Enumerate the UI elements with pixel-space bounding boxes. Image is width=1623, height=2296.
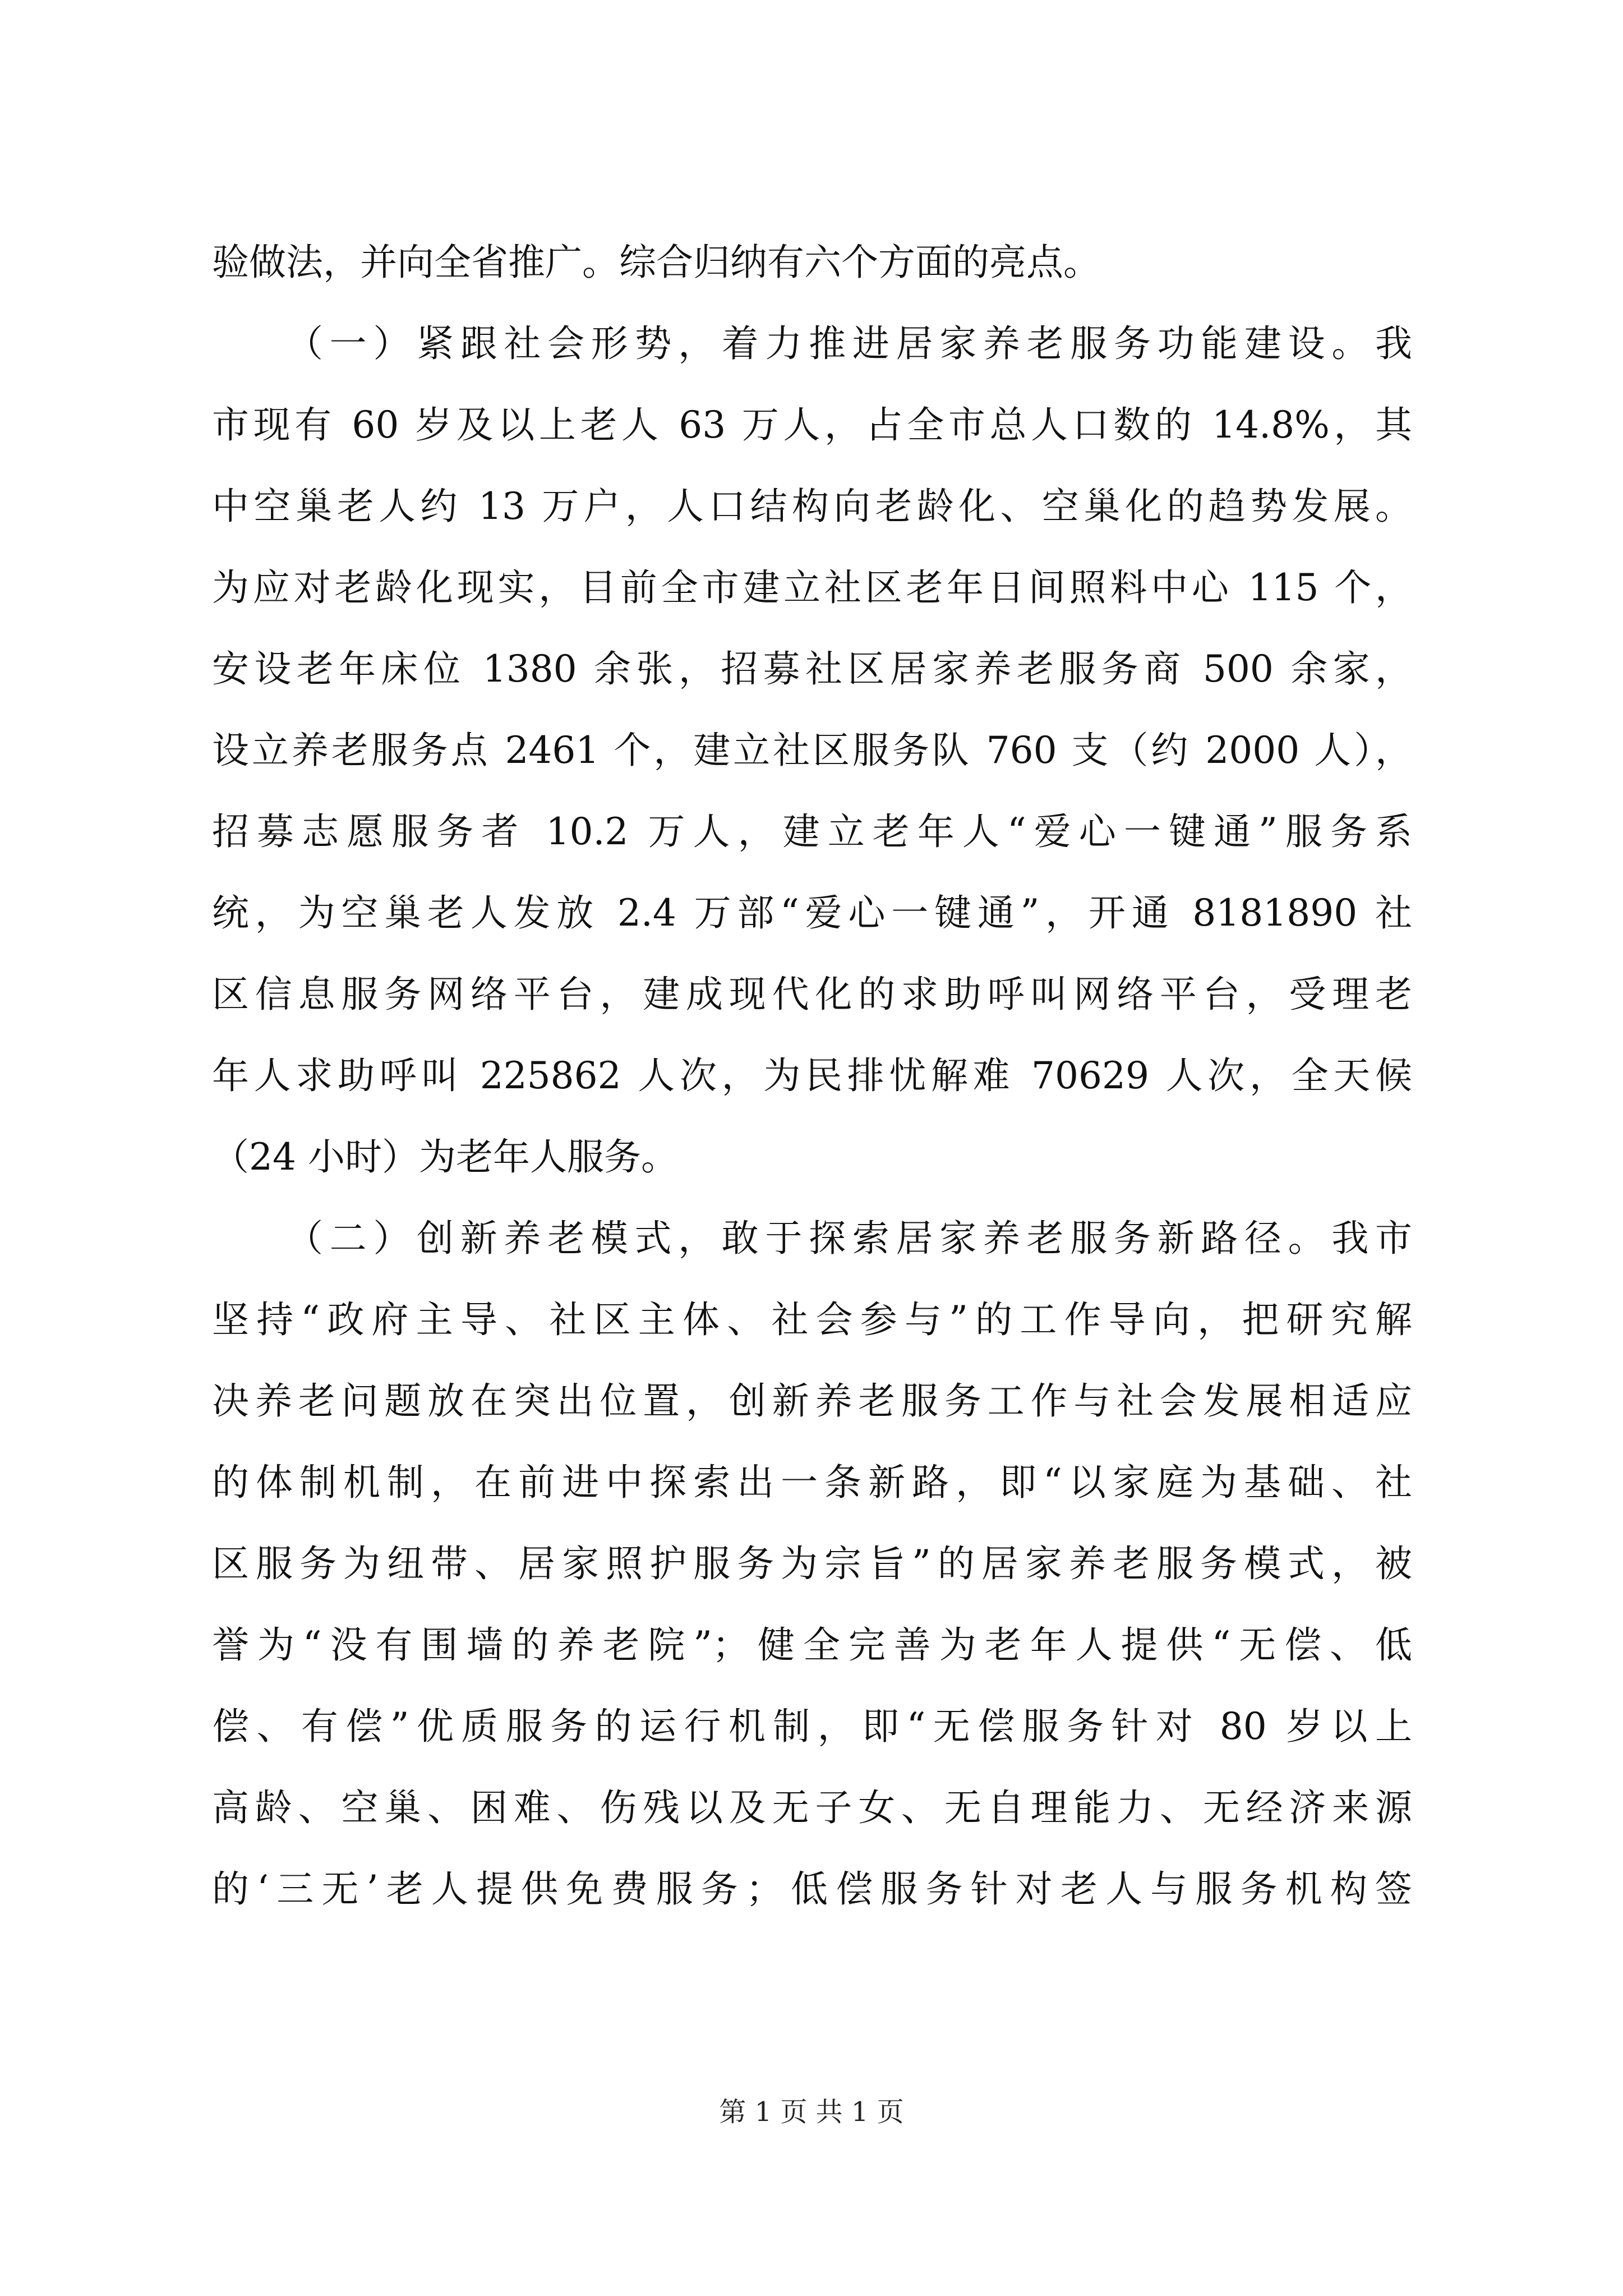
- text-line: （二）创新养老模式，敢于探索居家养老服务新路径。我市: [286, 1217, 1412, 1260]
- text-line: 统，为空巢老人发放 2.4 万部“爱心一键通”，开通 8181890 社: [212, 891, 1412, 935]
- text-line: 誉为“没有围墙的养老院”；健全完善为老年人提供“无偿、低: [212, 1623, 1412, 1667]
- page-footer: 第 1 页 共 1 页: [719, 2096, 904, 2128]
- text-line: 决养老问题放在突出位置，创新养老服务工作与社会发展相适应: [212, 1379, 1412, 1423]
- text-line: 安设老年床位 1380 余张，招募社区居家养老服务商 500 余家，: [212, 647, 1412, 691]
- text-line: 年人求助呼叫 225862 人次，为民排忧解难 70629 人次，全天候: [212, 1054, 1412, 1097]
- text-line: 为应对老龄化现实，目前全市建立社区老年日间照料中心 115 个，: [212, 566, 1412, 609]
- text-line: 区信息服务网络平台，建成现代化的求助呼叫网络平台，受理老: [212, 973, 1412, 1016]
- text-line: 区服务为纽带、居家照护服务为宗旨”的居家养老服务模式，被: [212, 1542, 1412, 1585]
- text-line: 的体制机制，在前进中探索出一条新路，即“以家庭为基础、社: [212, 1461, 1412, 1504]
- text-line: 高龄、空巢、困难、伤残以及无子女、无自理能力、无经济来源: [212, 1786, 1412, 1829]
- text-line: 招募志愿服务者 10.2 万人，建立老年人“爱心一键通”服务系: [212, 810, 1412, 853]
- text-line: 市现有 60 岁及以上老人 63 万人，占全市总人口数的 14.8%，其: [212, 403, 1412, 447]
- text-line: 设立养老服务点 2461 个，建立社区服务队 760 支（约 2000 人），: [212, 729, 1412, 772]
- text-line: （一）紧跟社会形势，着力推进居家养老服务功能建设。我: [286, 322, 1412, 365]
- text-line: 中空巢老人约 13 万户，人口结构向老龄化、空巢化的趋势发展。: [212, 485, 1412, 528]
- text-line: 坚持“政府主导、社区主体、社会参与”的工作导向，把研究解: [212, 1298, 1412, 1341]
- text-line: 的‘三无’老人提供免费服务；低偿服务针对老人与服务机构签: [212, 1867, 1412, 1911]
- text-line: 偿、有偿”优质服务的运行机制，即“无偿服务针对 80 岁以上: [212, 1705, 1412, 1748]
- body-text: [212, 222, 1412, 1930]
- text-line: （24 小时）为老年人服务。: [212, 1135, 678, 1179]
- text-line: 验做法，并向全省推广。综合归纳有六个方面的亮点。: [212, 241, 1100, 284]
